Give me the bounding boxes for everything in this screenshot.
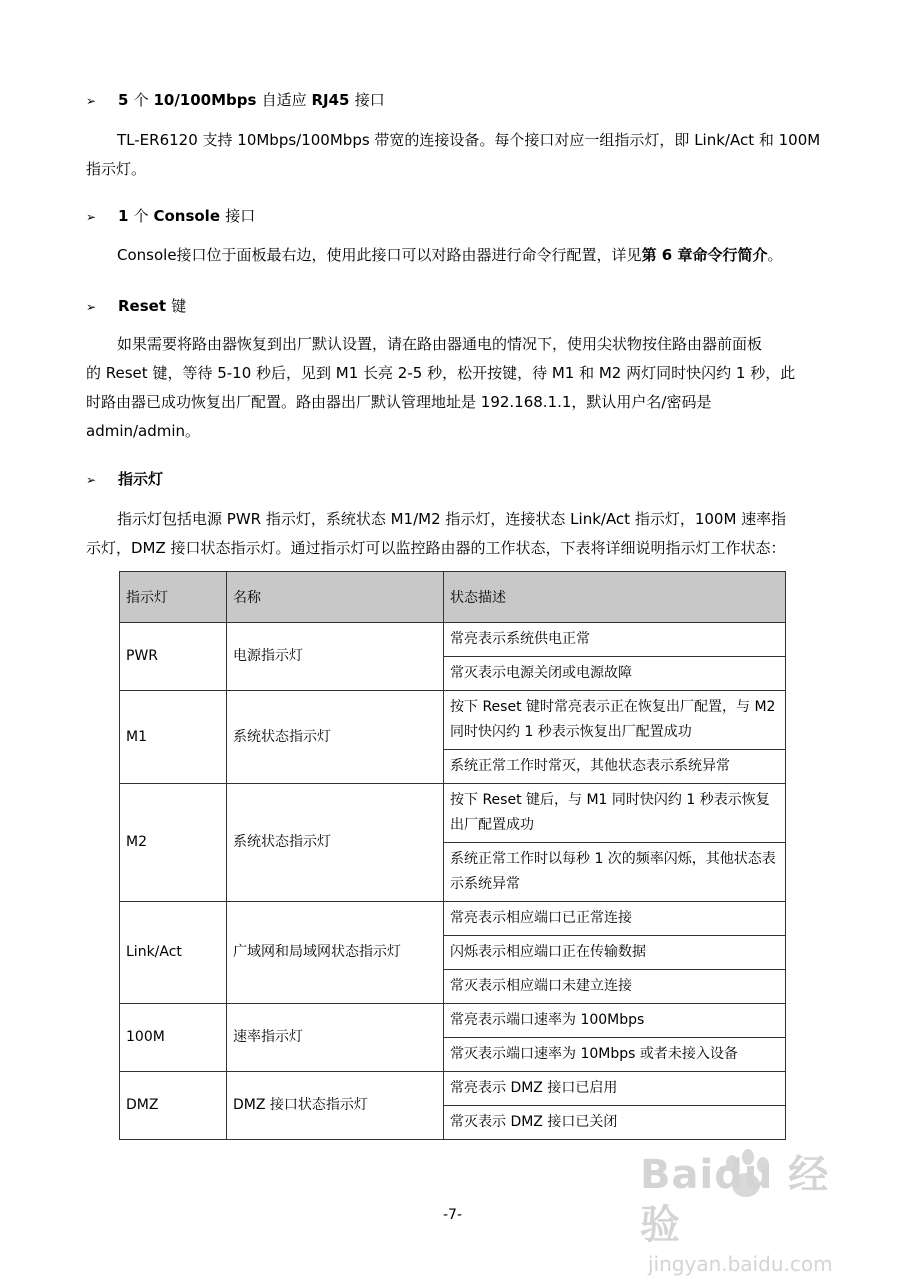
state-cell: 系统正常工作时常灭，其他状态表示系统异常 (444, 750, 786, 784)
state-cell: 常灭表示电源关闭或电源故障 (444, 657, 786, 691)
table-row (120, 902, 786, 936)
state-cell: 常灭表示端口速率为 10Mbps 或者未接入设备 (444, 1038, 786, 1072)
state-cell: 常灭表示相应端口未建立连接 (444, 970, 786, 1004)
state-cell: 按下 Reset 键时常亮表示正在恢复出厂配置，与 M2 同时快闪约 1 秒表示恢复出厂配置成功 (444, 691, 786, 750)
bullet-arrow-icon: ➢ (86, 300, 97, 314)
state-cell: 按下 Reset 键后，与 M1 同时快闪约 1 秒表示恢复出厂配置成功 (444, 784, 786, 843)
console-paragraph: Console接口位于面板最右边，使用此接口可以对路由器进行命令行配置，详见第 6 章命令行简介。 (117, 246, 783, 264)
state-cell: 常亮表示 DMZ 接口已启用 (444, 1072, 786, 1106)
state-cell: 常亮表示相应端口已正常连接 (444, 902, 786, 936)
table-row (120, 1004, 786, 1038)
heading-rj45-ports: ➢ 5 个 10/100Mbps 自适应 RJ45 接口 (86, 89, 385, 111)
light-cell: M1 (120, 691, 227, 784)
bullet-arrow-icon: ➢ (86, 94, 97, 108)
name-cell: 广域网和局域网状态指示灯 (227, 902, 444, 1004)
table-header-row (120, 572, 786, 623)
watermark-url: jingyan.baidu.com (648, 1252, 833, 1276)
heading-console-port: ➢ 1 个 Console 接口 (86, 205, 255, 227)
indicator-paragraph: 指示灯包括电源 PWR 指示灯，系统状态 M1/M2 指示灯，连接状态 Link/Act 指示灯，100M 速率指 示灯，DMZ 接口状态指示灯。通过指示灯可以监控路由器的工作状态，下表将详细说明指示灯工作状态： (86, 510, 787, 557)
light-cell: 100M (120, 1004, 227, 1072)
name-cell: DMZ 接口状态指示灯 (227, 1072, 444, 1140)
heading-reset-key: ➢ Reset 键 (86, 295, 186, 317)
state-cell: 常灭表示 DMZ 接口已关闭 (444, 1106, 786, 1140)
watermark-logo: Baidu 经验 (640, 1152, 830, 1248)
state-cell: 常亮表示系统供电正常 (444, 623, 786, 657)
state-cell: 系统正常工作时以每秒 1 次的频率闪烁，其他状态表示系统异常 (444, 843, 786, 902)
indicator-table (119, 571, 786, 1140)
bullet-arrow-icon: ➢ (86, 210, 97, 224)
light-cell: DMZ (120, 1072, 227, 1140)
name-cell: 系统状态指示灯 (227, 691, 444, 784)
light-cell: M2 (120, 784, 227, 902)
table-row (120, 1072, 786, 1106)
light-cell: Link/Act (120, 902, 227, 1004)
name-cell: 系统状态指示灯 (227, 784, 444, 902)
table-row (120, 784, 786, 843)
header-light: 指示灯 (120, 572, 227, 623)
table-row (120, 691, 786, 750)
reset-paragraph: 如果需要将路由器恢复到出厂默认设置，请在路由器通电的情况下，使用尖状物按住路由器前面板 的 Reset 键，等待 5-10 秒后，见到 M1 长亮 2-5 秒，松开按键，待 M1 和 M2 两灯同时快闪约 1 秒，此 时路由器已成功恢复出厂配置。路由器出厂默认管理地址是 192.168.1.1，默认用户名/密码是 admin/admin。 (86, 335, 796, 440)
heading-indicator-lights: ➢ 指示灯 (86, 468, 163, 490)
light-cell: PWR (120, 623, 227, 691)
rj45-paragraph: TL-ER6120 支持 10Mbps/100Mbps 带宽的连接设备。每个接口对应一组指示灯，即 Link/Act 和 100M 指示灯。 (86, 131, 821, 178)
name-cell: 速率指示灯 (227, 1004, 444, 1072)
baidu-watermark (640, 1150, 870, 1276)
bullet-arrow-icon: ➢ (86, 473, 97, 487)
header-name: 名称 (227, 572, 444, 623)
header-state: 状态描述 (444, 572, 786, 623)
table-row (120, 623, 786, 657)
chapter-reference: 第 6 章命令行简介 (641, 246, 768, 264)
page-number: -7- (442, 1207, 462, 1223)
state-cell: 常亮表示端口速率为 100Mbps (444, 1004, 786, 1038)
state-cell: 闪烁表示相应端口正在传输数据 (444, 936, 786, 970)
name-cell: 电源指示灯 (227, 623, 444, 691)
